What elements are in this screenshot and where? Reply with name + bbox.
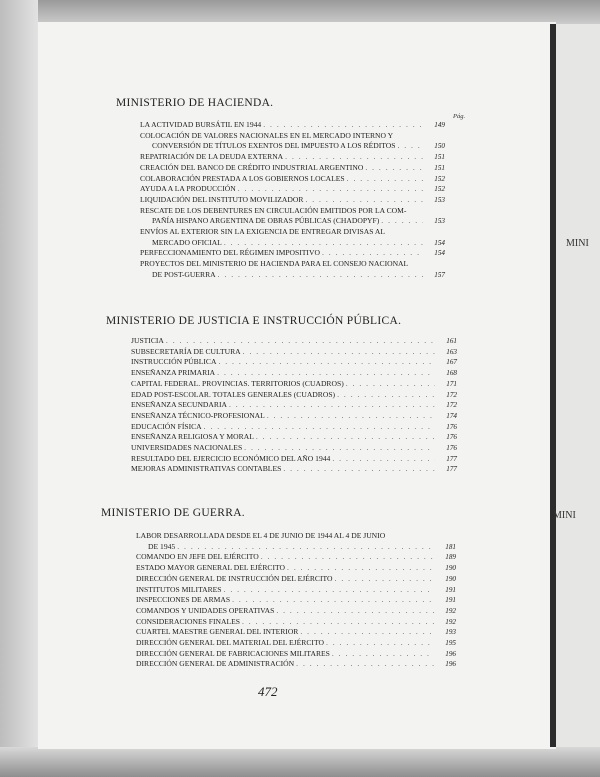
toc-entry <box>140 195 445 206</box>
toc-entry-page: 154 <box>434 249 445 258</box>
toc-entry-title: MEJORAS ADMINISTRATIVAS CONTABLES <box>131 464 282 474</box>
toc-entry <box>140 120 445 131</box>
dot-leader <box>261 120 423 131</box>
toc-entry <box>140 216 445 227</box>
toc-entry-title: ENSEÑANZA SECUNDARIA <box>131 400 227 410</box>
dot-leader <box>298 627 434 638</box>
section-title-guerra: MINISTERIO DE GUERRA. <box>101 507 245 519</box>
toc-entry-page: 195 <box>445 639 456 648</box>
toc-entry-page: 153 <box>434 195 445 204</box>
scan-border-bottom <box>0 747 600 777</box>
toc-entry-title: RESULTADO DEL EJERCICIO ECONÓMICO DEL AÑO 1944 <box>131 453 331 463</box>
dot-leader <box>216 357 435 368</box>
dot-leader <box>216 270 423 281</box>
toc-entry-title: CAPITAL FEDERAL. PROVINCIAS. TERRITORIOS (CUADROS) <box>131 378 344 388</box>
toc-entry-page: 196 <box>445 660 456 669</box>
toc-entry-title: INSPECCIONES DE ARMAS <box>136 595 231 605</box>
toc-entry <box>131 390 457 401</box>
dot-leader <box>395 141 423 152</box>
toc-entry <box>136 649 456 660</box>
toc-entry-title: COLABORACIÓN PRESTADA A LOS GOBIERNOS LOCALES <box>140 173 345 183</box>
dot-leader <box>202 422 435 433</box>
toc-entry <box>131 368 457 379</box>
dot-leader <box>303 195 423 206</box>
page-number: 472 <box>258 684 278 699</box>
toc-entry-page: 168 <box>446 369 457 378</box>
dot-leader <box>285 563 434 574</box>
toc-entry-page: 172 <box>446 390 457 399</box>
toc-entry <box>136 563 456 574</box>
toc-entry-title: CONSIDERACIONES FINALES <box>136 616 240 626</box>
page-column-header: Pág. <box>453 113 466 120</box>
toc-entry-title: PAÑÍA HISPANO ARGENTINA DE OBRAS PÚBLICAS (CHADOPYF) <box>152 216 380 226</box>
toc-entry <box>136 638 456 649</box>
toc-list-hacienda <box>140 120 445 281</box>
toc-entry-title: EDAD POST-ESCOLAR. TOTALES GENERALES (CUADROS) <box>131 389 336 399</box>
toc-entry-page: 154 <box>434 238 445 247</box>
dot-leader <box>175 542 434 553</box>
toc-entry-page: 171 <box>446 379 457 388</box>
dot-leader <box>274 606 434 617</box>
dot-leader <box>164 336 435 347</box>
dot-leader <box>222 238 423 249</box>
dot-leader <box>254 432 435 443</box>
toc-entry-page: 176 <box>446 444 457 453</box>
toc-entry-page: 189 <box>445 553 456 562</box>
toc-entry <box>136 585 456 596</box>
dot-leader <box>344 379 435 390</box>
toc-entry-title: DIRECCIÓN GENERAL DEL MATERIAL DEL EJÉRCITO <box>136 638 324 648</box>
toc-entry <box>140 270 445 281</box>
toc-entry-title: DIRECCIÓN GENERAL DE FABRICACIONES MILITARES <box>136 648 330 658</box>
toc-entry-title: LIQUIDACIÓN DEL INSTITUTO MOVILIZADOR <box>140 194 304 204</box>
toc-entry-page: 167 <box>446 358 457 367</box>
toc-entry-page: 190 <box>445 564 456 573</box>
toc-entry-title: JUSTICIA <box>131 336 164 345</box>
toc-entry-title: MERCADO OFICIAL <box>152 237 222 247</box>
toc-entry <box>131 454 457 465</box>
toc-entry-title: DE POST-GUERRA <box>152 269 216 279</box>
toc-entry <box>140 259 445 270</box>
toc-entry-title: DIRECCIÓN GENERAL DE INSTRUCCIÓN DEL EJÉRCITO <box>136 573 333 583</box>
toc-entry-title: LABOR DESARROLLADA DESDE EL 4 DE JUNIO DE 1944 AL 4 DE JUNIO <box>136 531 386 540</box>
dot-leader <box>330 454 435 465</box>
dot-leader <box>330 649 434 660</box>
toc-entry-page: 152 <box>434 185 445 194</box>
toc-entry-title: CREACIÓN DEL BANCO DE CRÉDITO INDUSTRIAL ARGENTINO <box>140 162 364 172</box>
toc-entry-page: 172 <box>446 401 457 410</box>
toc-entry <box>140 163 445 174</box>
toc-entry <box>136 542 456 553</box>
toc-entry-page: 176 <box>446 422 457 431</box>
dot-leader <box>265 411 435 422</box>
toc-entry-page: 191 <box>445 585 456 594</box>
toc-entry <box>140 238 445 249</box>
toc-entry-page: 161 <box>446 337 457 345</box>
toc-entry <box>140 174 445 185</box>
toc-entry-page: 191 <box>445 596 456 605</box>
dot-leader <box>242 443 435 454</box>
toc-entry-title: DIRECCIÓN GENERAL DE ADMINISTRACIÓN <box>136 659 295 669</box>
dot-leader <box>324 638 434 649</box>
toc-entry-title: EDUCACIÓN FÍSICA <box>131 421 202 431</box>
toc-entry-title: UNIVERSIDADES NACIONALES <box>131 443 243 453</box>
toc-entry-title: COMANDO EN JEFE DEL EJÉRCITO <box>136 552 259 562</box>
toc-entry <box>136 531 456 542</box>
toc-entry-page: 196 <box>445 649 456 658</box>
dot-leader <box>240 617 434 628</box>
toc-entry-title: RESCATE DE LOS DEBENTURES EN CIRCULACIÓN EMITIDOS POR LA COM- <box>140 205 407 215</box>
toc-entry-page: 149 <box>434 121 445 129</box>
toc-entry <box>140 141 445 152</box>
toc-entry-page: 181 <box>445 542 456 551</box>
toc-entry-title: COMANDOS Y UNIDADES OPERATIVAS <box>136 605 275 615</box>
dot-leader <box>335 390 435 401</box>
section-title-justicia: MINISTERIO DE JUSTICIA E INSTRUCCIÓN PÚBLICA. <box>106 315 402 327</box>
toc-entry-title: ENVÍOS AL EXTERIOR SIN LA EXIGENCIA DE ENTREGAR DIVISAS AL <box>140 227 386 237</box>
toc-entry <box>131 411 457 422</box>
toc-entry <box>131 357 457 368</box>
dot-leader <box>215 368 435 379</box>
adjacent-page-strip <box>556 24 600 747</box>
dot-leader <box>294 659 434 670</box>
toc-entry <box>136 574 456 585</box>
toc-entry <box>131 347 457 358</box>
toc-entry-page: 176 <box>446 433 457 442</box>
toc-entry <box>140 206 445 217</box>
toc-list-justicia <box>131 336 457 475</box>
toc-entry <box>140 152 445 163</box>
toc-entry <box>131 379 457 390</box>
toc-entry-title: ENSEÑANZA PRIMARIA <box>131 368 216 378</box>
toc-entry-page: 151 <box>434 153 445 162</box>
toc-entry <box>140 227 445 238</box>
toc-entry-title: LA ACTIVIDAD BURSÁTIL EN 1944 <box>140 120 262 129</box>
toc-entry-title: PROYECTOS DEL MINISTERIO DE HACIENDA PARA EL CONSEJO NACIONAL <box>140 259 409 269</box>
dot-leader <box>259 552 434 563</box>
toc-entry-title: CONVERSIÓN DE TÍTULOS EXENTOS DEL IMPUESTO A LOS RÉDITOS <box>152 141 396 151</box>
toc-entry <box>136 659 456 670</box>
toc-entry-page: 152 <box>434 174 445 183</box>
toc-entry-title: ENSEÑANZA RELIGIOSA Y MORAL <box>131 432 254 442</box>
toc-entry-title: PERFECCIONAMIENTO DEL RÉGIMEN IMPOSITIVO <box>140 248 320 258</box>
toc-entry-title: CUARTEL MAESTRE GENERAL DEL INTERIOR <box>136 627 299 637</box>
toc-entry <box>136 606 456 617</box>
dot-leader <box>320 248 423 259</box>
toc-entry <box>131 432 457 443</box>
toc-entry-page: 157 <box>434 270 445 279</box>
toc-entry-title: INSTITUTOS MILITARES <box>136 584 222 594</box>
toc-entry <box>140 184 445 195</box>
dot-leader <box>283 152 423 163</box>
scan-border-left <box>0 0 38 777</box>
toc-entry <box>131 464 457 475</box>
toc-entry-title: COLOCACIÓN DE VALORES NACIONALES EN EL MERCADO INTERNO Y <box>140 130 394 140</box>
toc-entry <box>131 443 457 454</box>
toc-entry-page: 174 <box>446 411 457 420</box>
dot-leader <box>236 184 423 195</box>
toc-entry <box>131 422 457 433</box>
toc-list-guerra <box>136 531 456 670</box>
toc-entry <box>136 617 456 628</box>
toc-entry-title: ENSEÑANZA TÉCNICO-PROFESIONAL <box>131 410 265 420</box>
toc-entry-title: REPATRIACIÓN DE LA DEUDA EXTERNA <box>140 152 284 162</box>
toc-entry <box>131 400 457 411</box>
section-title-hacienda: MINISTERIO DE HACIENDA. <box>116 97 274 109</box>
dot-leader <box>345 174 423 185</box>
toc-entry-page: 153 <box>434 217 445 226</box>
dot-leader <box>281 464 435 475</box>
toc-entry-page: 151 <box>434 163 445 172</box>
toc-entry <box>140 131 445 142</box>
dot-leader <box>363 163 423 174</box>
toc-entry-page: 192 <box>445 617 456 626</box>
toc-entry-title: DE 1945 <box>148 541 176 551</box>
toc-entry-page: 150 <box>434 142 445 151</box>
toc-entry-page: 163 <box>446 347 457 356</box>
dot-leader <box>379 216 423 227</box>
toc-entry-title: SUBSECRETARÍA DE CULTURA <box>131 346 241 356</box>
toc-entry <box>131 336 457 347</box>
adjacent-page-heading: MINI <box>566 238 589 249</box>
toc-entry-page: 177 <box>446 454 457 463</box>
toc-entry-page: 190 <box>445 574 456 583</box>
dot-leader <box>241 347 435 358</box>
toc-entry-page: 177 <box>446 465 457 474</box>
toc-entry-title: INSTRUCCIÓN PÚBLICA <box>131 357 217 367</box>
adjacent-page-heading: MINI <box>553 510 576 521</box>
toc-entry <box>136 595 456 606</box>
toc-entry <box>140 248 445 259</box>
toc-entry-page: 193 <box>445 628 456 637</box>
toc-entry-title: ESTADO MAYOR GENERAL DEL EJÉRCITO <box>136 563 286 573</box>
toc-entry-title: AYUDA A LA PRODUCCIÓN <box>140 184 236 194</box>
toc-entry-page: 192 <box>445 606 456 615</box>
dot-leader <box>227 400 435 411</box>
toc-entry <box>136 627 456 638</box>
dot-leader <box>222 585 434 596</box>
toc-entry <box>136 552 456 563</box>
dot-leader <box>230 595 434 606</box>
dot-leader <box>333 574 434 585</box>
